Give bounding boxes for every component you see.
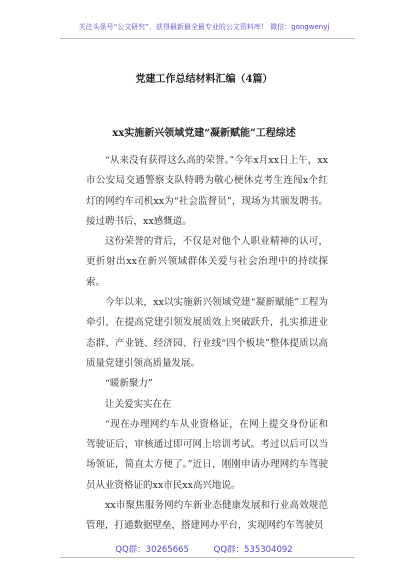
document-title: 党建工作总结材料汇编（4篇）	[135, 74, 273, 85]
paragraph: 让关爱实实在在	[105, 398, 172, 410]
header-divider	[60, 38, 355, 39]
document-body	[86, 151, 328, 537]
paragraph: “暖新聚力”	[105, 378, 153, 390]
paragraph: “从来没有获得这么高的荣誉。”今年x月xx日上午，xx市公安局交通警察支队特聘为敬心梗休克考生连闯x个红灯的网约车司机xx为“社会监督员”，现场为其颁发聘书。接过聘书后，xx感慨道。	[86, 155, 328, 227]
paragraph: 这份荣誉的背后，不仅是对他个人职业精神的认可，更折射出xx在新兴领域群体关爱与社会治理中的持续探索。	[86, 236, 328, 288]
footer-qq-group-1: QQ群：30265665	[115, 545, 189, 555]
paragraph: 今年以来，xx以实施新兴领域党建“凝新赋能”工程为牵引，在提高党建引领发展质效上突破跃升，扎实推进业态群、产业链、经济园、行业线“四个板块”整体提质以高质量党建引领高质量发展。	[86, 297, 328, 369]
paragraph: xx市聚焦服务网约车新业态健康发展和行业高效规范管理，打通数据壁垒，搭建网办平台，实现网约车驾驶员	[86, 500, 328, 532]
header-banner: 关注头条号“公文研究”，获得最新最全最专业的公文资料库！ 微信：gongwenyj	[78, 23, 330, 31]
footer-divider	[60, 557, 355, 558]
paragraph: “现在办理网约车从业资格证，在网上提交身份证和驾驶证后，审核通过即可网上培训考试。考过以后可以当场领证，简直太方便了。”近日，刚刚申请办理网约车驾驶员从业资格证的xx市民xx高兴地说。	[86, 418, 328, 491]
footer-contact	[0, 543, 408, 555]
section-title: xx实施新兴领域党建“凝新赋能”工程综述	[112, 128, 296, 139]
footer-qq-group-2: QQ群：535304092	[213, 545, 293, 555]
